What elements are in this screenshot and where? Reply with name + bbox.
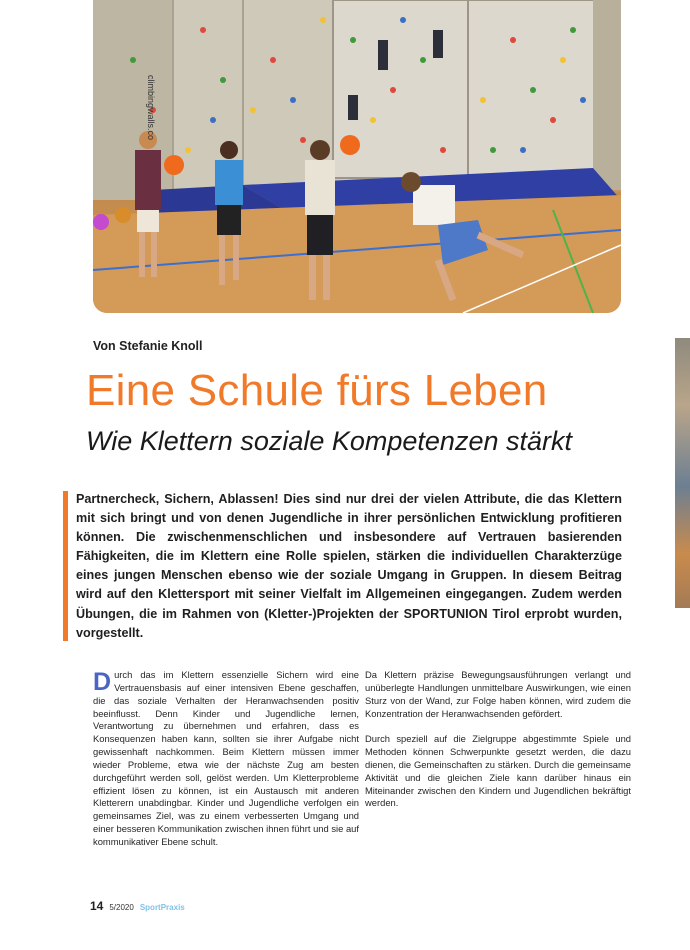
issue-number: 5/2020 <box>109 903 134 912</box>
article-subtitle: Wie Klettern soziale Kompetenzen stärkt <box>86 426 572 456</box>
lead-accent-bar <box>63 491 68 641</box>
page-number: 14 <box>90 899 104 913</box>
magazine-brand: SportPraxis <box>139 903 185 912</box>
article-photo <box>93 0 621 313</box>
adjacent-page-edge <box>675 338 690 608</box>
lead-paragraph: Partnercheck, Sichern, Ablassen! Dies sind nur drei der vielen Attribute, die das Klettern mit sich bringt und von denen Jugendliche in ihrer persönlichen Entwicklung profitieren können. Die zwischenmenschlichen und insbesondere auf Vertrauen basierenden Fähigkeiten, die im Klettern eine Rolle spielen, stärken die individuellen Charakterzüge eines jungen Menschen ebenso wie der soziale Umgang in Gruppen. In diesem Beitrag wird auf den Klettersport mit seiner Vielfalt im Allgemeinen eingegangen. Zudem werden Übungen, die im Rahmen von (Kletter-)Projekten der SPORTUNION Tirol erprobt wurden, vorgestellt. <box>76 492 622 640</box>
body-paragraph: Durch speziell auf die Zielgruppe abgestimmte Spiele und Methoden können Schwerpunkte gesetzt werden, die dazu dienen, die Gemeinschaften zu stärken. Durch die gemeinsame Aktivität und die gleichen Ziele kann darüber hinaus ein Miteinander zwischen den Kindern und Jugendlichen bekräftigt werden. <box>365 733 631 809</box>
author-byline: Von Stefanie Knoll <box>93 339 203 353</box>
body-text: urch das im Klettern essenzielle Sichern wird eine Vertrauensbasis auf einer intensiven Ebene geschaffen, die das soziale Verhalten der Heranwachsenden positiv beeinflusst. Denn Kinder und Jugendliche lernen, Verantwortung zu übernehmen und erfahren, dass es Konsequenzen haben kann, sollten sie ihrer Aufgabe nicht gewissenhaft nachkommen. Beim Klettern müssen immer wieder Probleme, etwa wie der nächste Zug am besten durchgeführt werden soll, gelöst werden. Um Kletterprobleme effizient lösen zu können, ist ein Austausch mit anderen Kletterern unabdingbar. Kinder und Jugendliche verfolgen ein gemeinsames Ziel, was zu einem verbesserten Umgang und einer besseren Kommunikation zwischen ihnen führt und sie auf kommunikativer Ebene schult. <box>93 669 359 847</box>
article-title: Eine Schule fürs Leben <box>86 366 548 415</box>
body-column-left <box>93 669 359 862</box>
body-paragraph: Da Klettern präzise Bewegungsausführungen verlangt und unüberlegte Handlungen unmittelbare Auswirkungen, wie einen Sturz von der Wand, zur Folge haben können, wird zudem die Konzentration der Heranwachsenden gefördert. <box>365 669 631 719</box>
body-column-right <box>365 669 631 823</box>
page-footer <box>90 899 185 913</box>
climbing-gym-illustration <box>93 0 621 313</box>
wall-lettering: climbingwalls.co <box>146 75 156 141</box>
body-paragraph <box>93 669 359 849</box>
drop-cap: D <box>93 668 112 696</box>
